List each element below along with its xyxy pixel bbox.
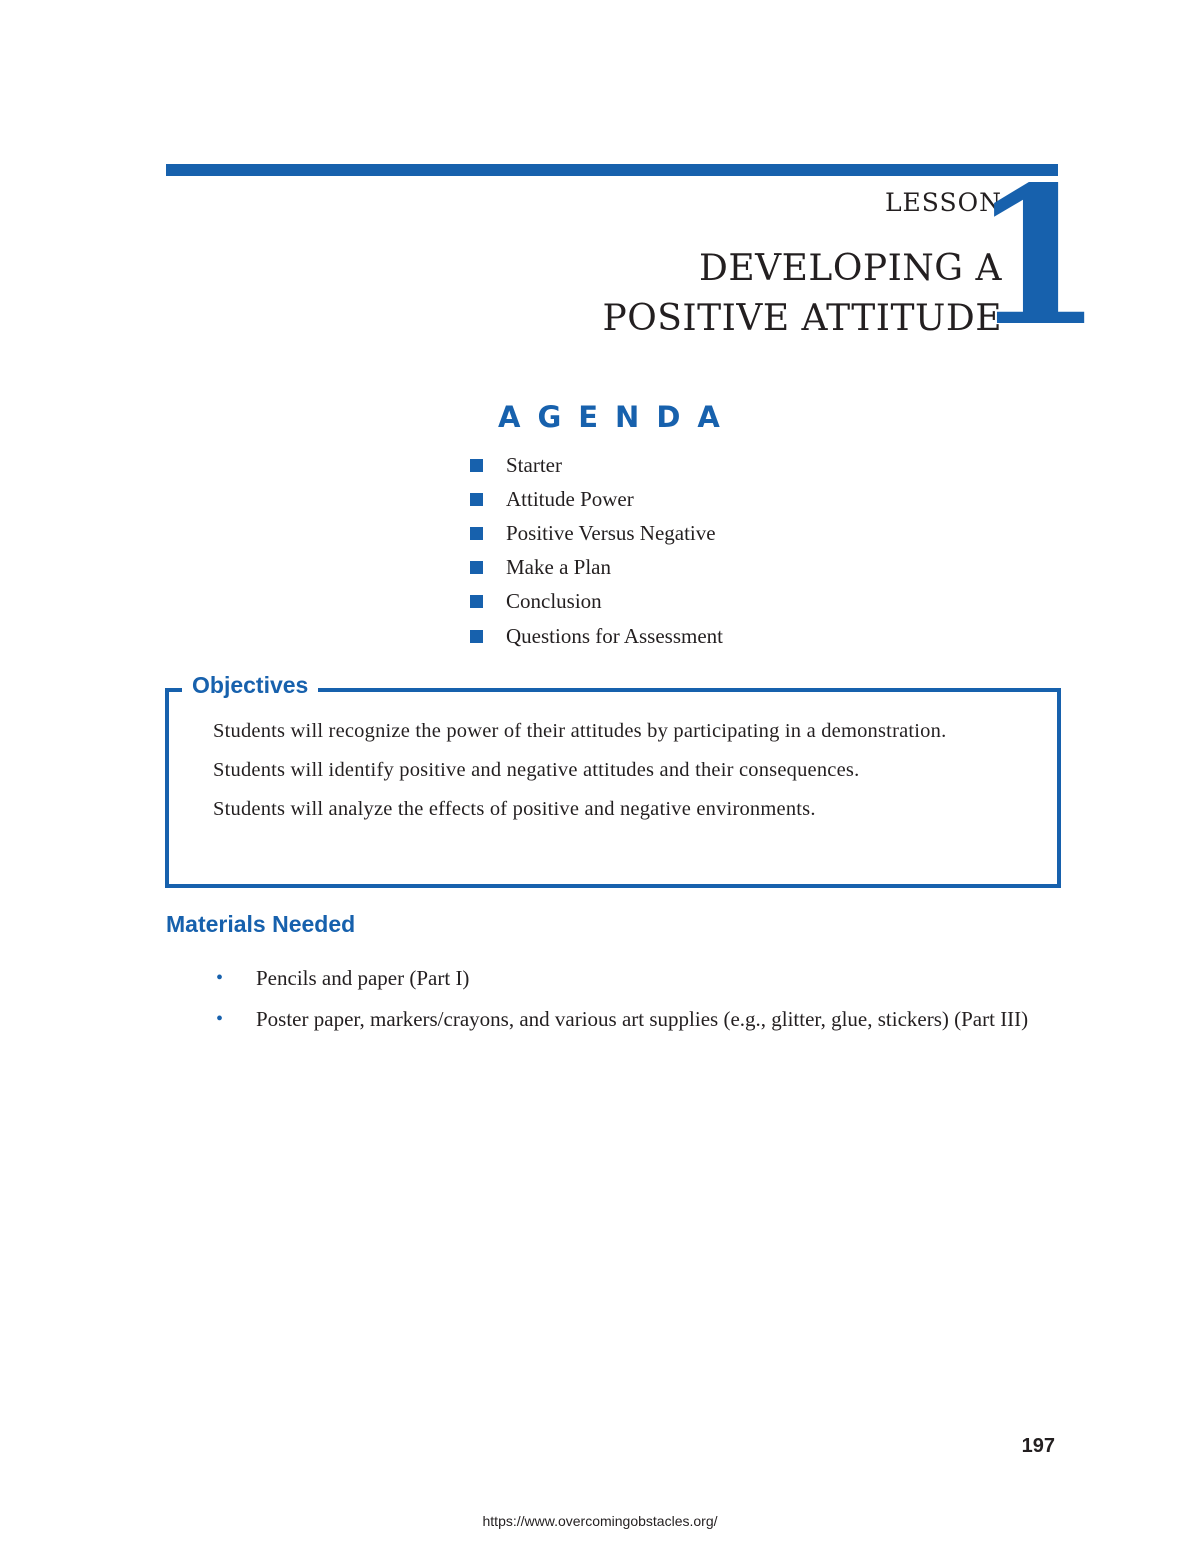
lesson-number [970,145,1104,368]
materials-item [216,964,1036,993]
objective-item: Students will identify positive and negative attitudes and their consequences. [213,759,860,781]
bullet-dot-icon: • [216,1008,224,1030]
objective-item: Students will recognize the power of their attitudes by participating in a demonstration. [213,720,947,742]
objectives-list [213,718,1013,835]
lesson-title [602,244,1002,344]
square-bullet-icon [470,527,483,540]
agenda-item [470,551,723,585]
agenda-item [470,448,723,482]
agenda-item [470,482,723,516]
agenda-heading: AGENDA [498,400,737,434]
materials-item [216,1005,1036,1034]
agenda-item-label: Attitude Power [506,486,634,511]
footer-url[interactable]: https://www.overcomingobstacles.org/ [482,1513,718,1529]
square-bullet-icon [470,595,483,608]
agenda-item-label: Starter [506,452,562,477]
agenda-item [470,516,723,550]
objectives-heading: Objectives [182,672,318,699]
agenda-item [470,619,723,653]
lesson-title-line-2: POSITIVE ATTITUDE [602,298,1002,339]
lesson-number-text: 1 [970,145,1104,368]
header-rule [166,164,1058,176]
page-number: 197 [1021,1435,1055,1457]
materials-list [216,964,1036,1046]
agenda-item-label: Positive Versus Negative [506,520,716,545]
lesson-title-line-1: DEVELOPING A [699,248,1002,289]
square-bullet-icon [470,561,483,574]
bullet-dot-icon: • [216,967,224,989]
materials-item-text: Poster paper, markers/crayons, and various art supplies (e.g., glitter, glue, stickers) (Part III) [256,1007,1029,1031]
agenda-item [470,585,723,619]
lesson-label: LESSON [884,188,1002,217]
objective-item: Students will analyze the effects of positive and negative environments. [213,798,816,820]
materials-item-text: Pencils and paper (Part I) [256,966,470,990]
square-bullet-icon [470,459,483,472]
agenda-list [470,448,723,653]
square-bullet-icon [470,630,483,643]
agenda-item-label: Make a Plan [506,555,611,580]
square-bullet-icon [470,493,483,506]
agenda-item-label: Questions for Assessment [506,623,723,648]
agenda-item-label: Conclusion [506,589,602,614]
materials-heading: Materials Needed [166,911,356,937]
